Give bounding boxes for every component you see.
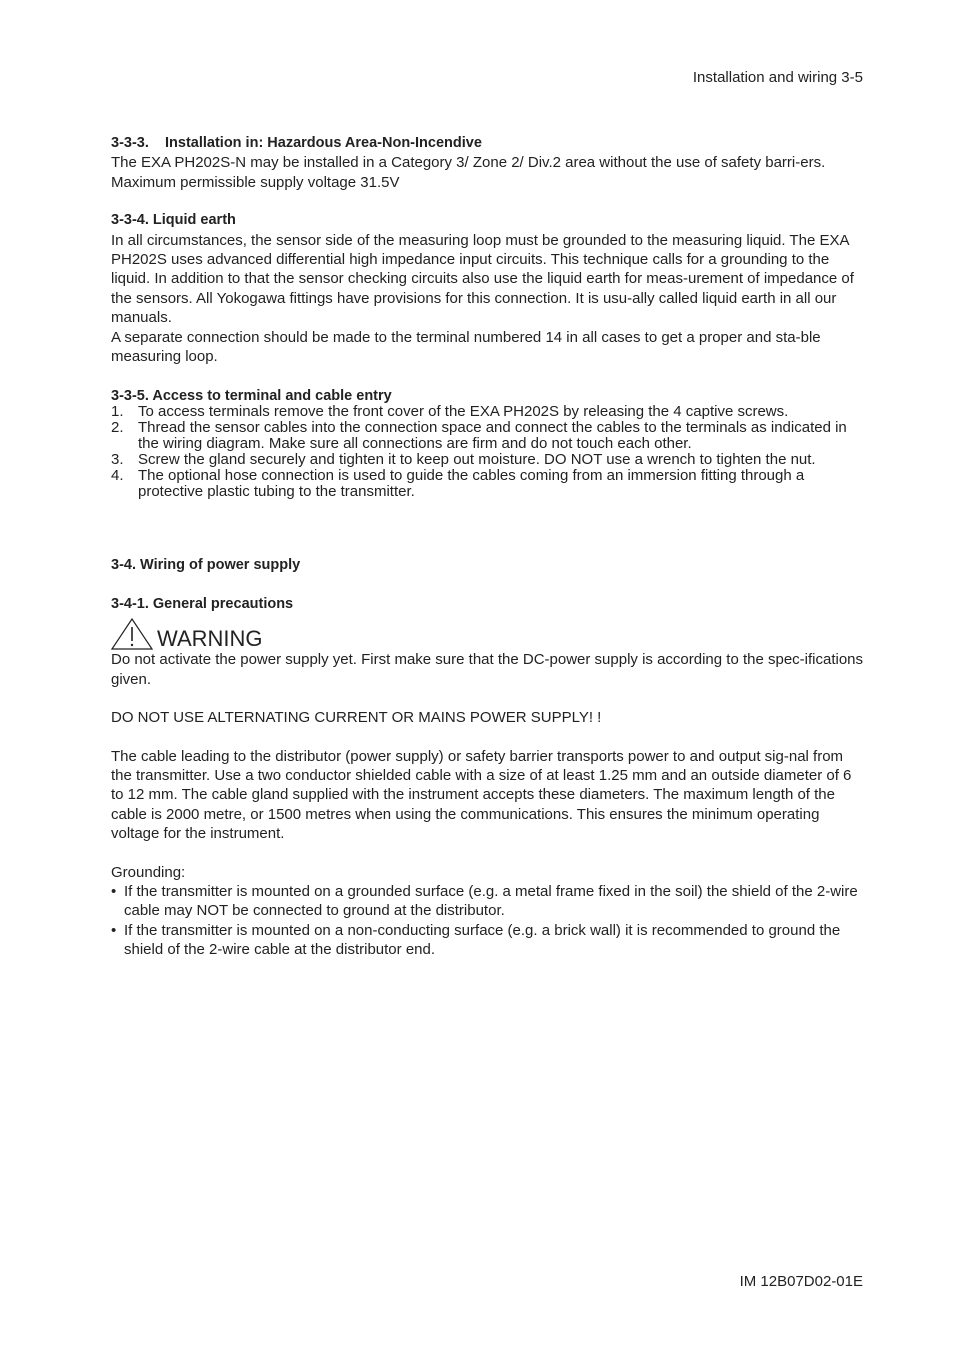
paragraph-liquid-earth-2: A separate connection should be made to the terminal numbered 14 in all cases to get a proper and sta-ble measuring loop. [111,328,821,366]
document-id: IM 12B07D02-01E [739,1273,863,1290]
paragraph-liquid-earth-1: In all circumstances, the sensor side of the measuring loop must be grounded to the measuring liquid. The EXA PH202S uses advanced differential high impedance input circuits. This technique calls for a grounding to the liquid. In addition to that the sensor checking circuits also use the liquid earth for meas-urement of impedance of the sensors. All Yokogawa fittings have provisions for this connection. It is usu-ally called liquid earth in all our manuals. [111,231,854,327]
page-content [111,134,863,960]
list-item: 4. The optional hose connection is used to guide the cables coming from an immersion fitting through a protective plastic tubing to the transmitter. [111,467,805,501]
heading-3-3-4: 3-3-4. Liquid earth [111,212,236,229]
list-item: • If the transmitter is mounted on a non-conducting surface (e.g. a brick wall) it is recommended to ground the shield of the 2-wire cable at the distributor end. [111,921,841,959]
warning-label: WARNING [157,626,263,652]
paragraph-no-ac-notice: DO NOT USE ALTERNATING CURRENT OR MAINS POWER SUPPLY! ! [111,709,602,727]
list-item: 3. Screw the gland securely and tighten it to keep out moisture. DO NOT use a wrench to tighten the nut. [111,451,816,469]
list-item: 1. To access terminals remove the front cover of the EXA PH202S by releasing the 4 captive screws. [111,403,789,421]
running-header: Installation and wiring 3-5 [692,69,863,86]
heading-3-3-5: 3-3-5. Access to terminal and cable entry [111,388,392,405]
list-item: • If the transmitter is mounted on a grounded surface (e.g. a metal frame fixed in the soil) the shield of the 2-wire cable may NOT be connected to ground at the distributor. [111,882,858,920]
warning-block [111,616,863,650]
paragraph-non-incendive: The EXA PH202S-N may be installed in a Category 3/ Zone 2/ Div.2 area without the use of safety barri-ers. Maximum permissible supply voltage 31.5V [111,154,826,191]
heading-3-4: 3-4. Wiring of power supply [111,557,301,574]
grounding-label: Grounding: [111,863,186,881]
paragraph-cable: The cable leading to the distributor (power supply) or safety barrier transports power to and output sig-nal from the transmitter. Use a two conductor shielded cable with a size of at least 1.25 mm and an outside diameter of 6 to 12 mm. The cable gland supplied with the instrument accepts these diameters. The maximum length of the cable is 2000 metre, or 1500 metres when using the communications. This ensures the minimum operating voltage for the instrument. [111,747,852,843]
heading-3-3-3: 3-3-3. Installation in: Hazardous Area-Non-Incendive [111,135,482,151]
terminal-access-steps [111,404,863,500]
warning-triangle-icon [111,618,153,650]
heading-3-4-1: 3-4-1. General precautions [111,595,294,612]
grounding-bullets [111,882,863,960]
list-item: 2. Thread the sensor cables into the connection space and connect the cables to the terminals as indicated in the wiring diagram. Make sure all connections are firm and do not touch each other. [111,419,847,453]
paragraph-warning: Do not activate the power supply yet. First make sure that the DC-power supply is according to the spec-ifications given. [111,651,864,688]
